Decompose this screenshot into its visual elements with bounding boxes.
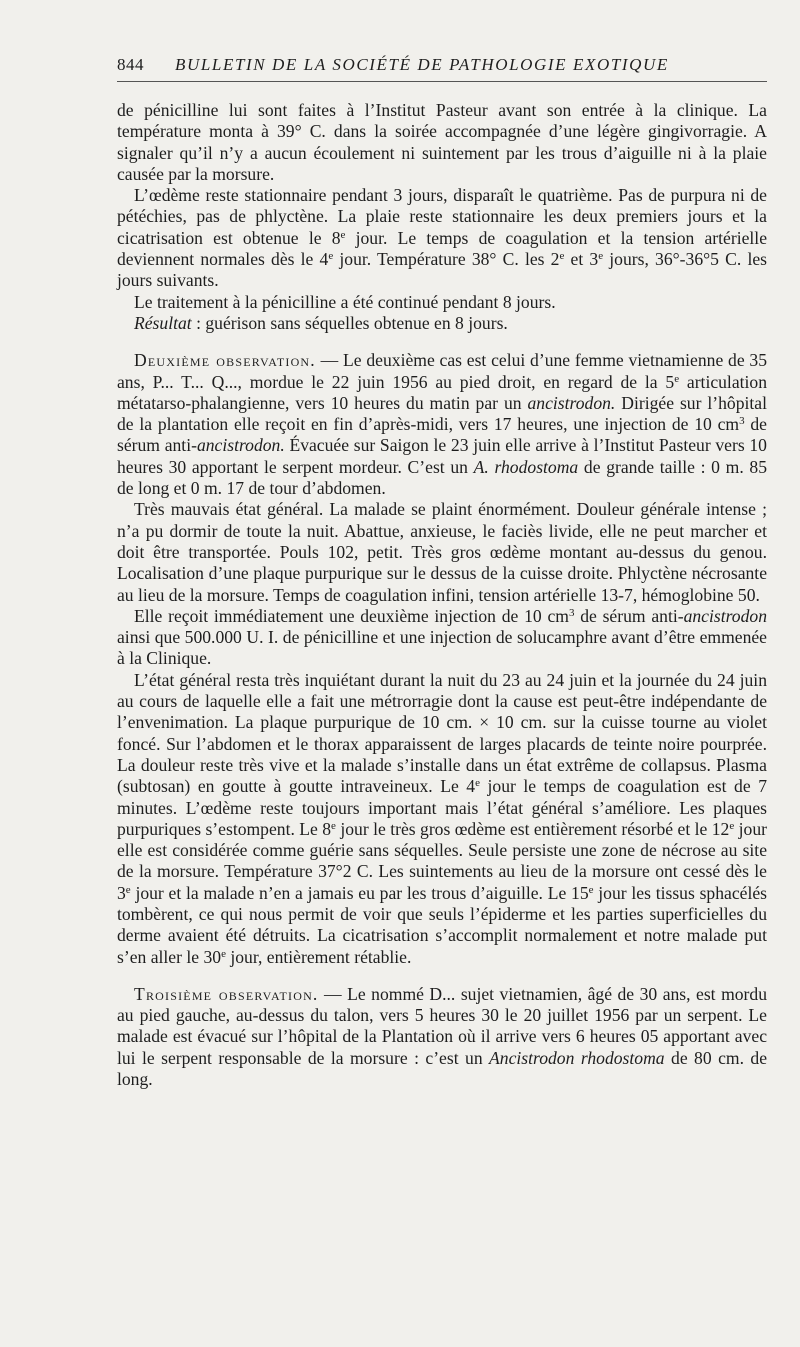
text-run: jour. Température 38° C. les 2	[333, 249, 560, 270]
species-name: ancistrodon.	[527, 392, 616, 413]
paragraph-text: : guérison sans séquelles obtenue en 8 jours.	[191, 312, 508, 333]
text-run: jour elle est considérée comme guérie sans séquelles. Seule persiste une zone de nécrose au site de la morsure. Température 37°2 C. Les suintements au lieu de la morsure ont cessé dès le 3	[117, 818, 767, 903]
paragraph-traitement	[117, 292, 767, 313]
species-name: ancistrodon.	[196, 435, 285, 456]
superscript: e	[125, 883, 131, 896]
text-run: — Le nommé D... sujet vietnamien, âgé de 30 ans, est mordu au pied gauche, au-dessus du talon, vers 5 heures 30 le 20 juillet 1956 par un serpent. Le malade est évacué sur l’hôpital de la Plantation où il arrive vers 6 heures 05 apportant avec lui le serpent responsable de la morsure : c’est un	[117, 983, 767, 1068]
species-name: ancistrodon	[683, 605, 767, 626]
superscript: e	[475, 777, 480, 790]
species-name: A. rhodostoma	[473, 456, 579, 477]
observation-2	[117, 350, 767, 499]
observation-heading: Deuxième observation.	[134, 350, 316, 371]
text-run: L’œdème reste stationnaire pendant 3 jours, disparaît le quatrième. Pas de purpura ni de pétéchies, pas de phlyctène. La plaie reste stationnaire les deux premiers jours et la cicatrisation est obtenue le 8	[117, 185, 767, 248]
text-run: ainsi que 500.000 U. I. de pénicilline et une injection de solucamphre avant d’être emmenée à la Clinique.	[117, 627, 767, 669]
superscript: e	[331, 819, 336, 832]
superscript: 3	[568, 606, 575, 619]
paragraph-injection	[117, 606, 767, 670]
superscript: e	[328, 250, 334, 263]
paragraph-continuation	[117, 100, 767, 185]
text-run: articulation métatarso-phalangienne, vers 10 heures du matin par un	[117, 371, 768, 413]
journal-title: BULLETIN DE LA SOCIÉTÉ DE PATHOLOGIE EXOTIQUE	[175, 55, 669, 74]
observation-heading: Troisième observation.	[134, 983, 319, 1004]
paragraph-text: Le traitement à la pénicilline a été continué pendant 8 jours.	[134, 291, 556, 312]
paragraph-text: de pénicilline lui sont faites à l’Institut Pasteur avant son entrée à la clinique. La température monta à 39° C. dans la soirée accompagnée d’une légère gingivorragie. A signaler qu’il n’y a aucun écoulement ni suintement par les trous d’aiguille ni à la plaie causée par la morsure.	[117, 100, 767, 184]
result-label: Résultat	[134, 312, 192, 333]
superscript: e	[221, 947, 226, 960]
observation-3	[117, 984, 767, 1090]
text-run: Dirigée sur l’hôpital de la plantation elle reçoit en fin d’après-midi, vers 17 heures, une injection de 10 cm	[117, 392, 767, 435]
text-run: jour les tissus sphacélés tombèrent, ce qui nous permit de voir que seuls l’épiderme et les parties superficielles du derme avaient été détruits. La cicatrisation s’accomplit normalement et notre malade put s’en aller le 30	[117, 882, 767, 967]
text-run: jours, 36°-36°5 C. les jours suivants.	[117, 249, 767, 291]
paragraph-text: Très mauvais état général. La malade se plaint énormément. Douleur générale intense ; n’a pu dormir de toute la nuit. Abattue, anxieuse, le faciès livide, elle ne peut marcher et doit être transportée. Pouls 102, petit. Très gros œdème montant au-dessus du genou. Localisation d’une plaque purpurique sur le dessus de la cuisse droite. Phlyctène nécrosante au lieu de la morsure. Temps de coagulation infini, tension artérielle 13-7, hémoglobine 50.	[117, 499, 767, 605]
superscript: e	[588, 883, 594, 896]
superscript: e	[729, 819, 735, 832]
text-run: L’état général resta très inquiétant durant la nuit du 23 au 24 juin et la journée du 24 juin au cours de laquelle elle a fait une métrorragie dont la cause est peut-être indépendante de l’envenimation. La plaque purpurique de 10 cm. × 10 cm. sur la cuisse tourne au violet foncé. Sur l’abdomen et le thorax apparaissent de larges placards de teinte noire pourprée. La douleur reste très vive et la malade s’installe dans un état extrême de collapsus. Plasma (subtosan) en goutte à goutte intraveineux. Le 4	[117, 669, 767, 797]
page-number: 844	[117, 55, 144, 74]
superscript: e	[674, 372, 680, 385]
paragraph-oedeme	[117, 185, 767, 291]
paragraph-evolution	[117, 670, 767, 968]
running-header	[117, 55, 767, 82]
superscript: e	[340, 228, 346, 241]
superscript: e	[598, 250, 604, 263]
text-run: et 3	[564, 249, 599, 270]
text-run: jour, entièrement rétablie.	[225, 946, 412, 967]
species-name: Ancistrodon rhodostoma	[489, 1047, 665, 1068]
text-run: jour et la malade n’en a jamais eu par les trous d’aiguille. Le 15	[130, 882, 589, 903]
paragraph-etat-general	[117, 499, 767, 605]
paragraph-resultat	[117, 313, 767, 334]
text-run: — Le deuxième cas est celui d’une femme vietnamienne de 35 ans, P... T... Q..., mordue le 22 juin 1956 au pied droit, en regard de la 5	[117, 350, 768, 392]
text-run: Elle reçoit immédiatement une deuxième injection de 10 cm	[134, 605, 569, 626]
text-run: Évacuée sur Saigon le 23 juin elle arrive à l’Institut Pasteur vers 10 heures 30 apportant le serpent mordeur. C’est un	[117, 435, 767, 477]
text-run: de 80 cm. de long.	[117, 1047, 767, 1090]
text-run: de sérum anti-	[574, 605, 684, 626]
article-body	[117, 100, 767, 1090]
superscript: 3	[739, 415, 745, 428]
text-run: jour le très gros œdème est entièrement résorbé et le 12	[335, 818, 730, 839]
text-run: jour. Le temps de coagulation et la tension artérielle deviennent normales dès le 4	[117, 227, 767, 270]
text-run: de sérum anti-	[117, 414, 767, 456]
text-run: jour le temps de coagulation est de 7 minutes. L’œdème reste toujours important mais l’état général s’améliore. Les plaques purpuriques s’estompent. Le 8	[117, 776, 767, 839]
superscript: e	[559, 250, 565, 263]
text-run: de grande taille : 0 m. 85 de long et 0 m. 17 de tour d’abdomen.	[117, 456, 767, 499]
